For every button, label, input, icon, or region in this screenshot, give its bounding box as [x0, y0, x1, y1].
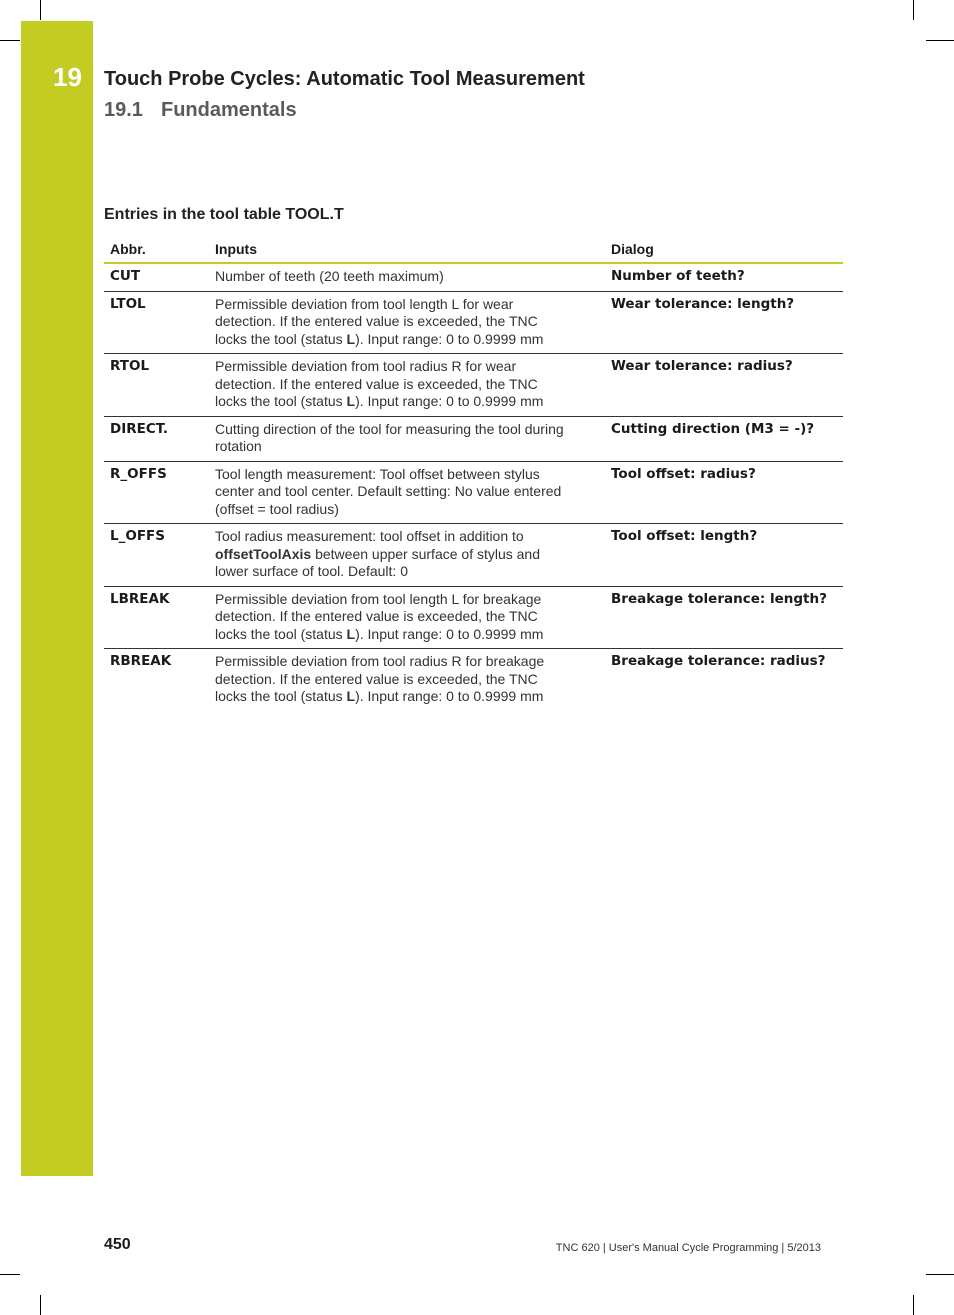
crop-mark: [913, 1295, 914, 1315]
dialog-cell: Wear tolerance: radius?: [605, 354, 843, 417]
crop-mark: [40, 0, 41, 20]
inputs-cell: Permissible deviation from tool radius R for breakage detection. If the entered value is exceeded, the TNC locks the tool (status L). Input range: 0 to 0.9999 mm: [215, 653, 545, 704]
abbr-cell: RBREAK: [110, 653, 172, 669]
section-title: Fundamentals: [161, 99, 297, 121]
dialog-cell: Number of teeth?: [605, 263, 843, 291]
table-row: [104, 649, 843, 711]
abbr-cell: LBREAK: [104, 586, 209, 649]
crop-mark: [913, 0, 914, 20]
table-row: [104, 291, 843, 354]
abbr-cell: R_OFFS: [104, 461, 209, 524]
table-header-row: [104, 240, 843, 263]
table-row: [104, 416, 843, 461]
table-row: [104, 586, 843, 649]
chapter-number: 19: [53, 62, 82, 92]
abbr-cell: CUT: [104, 263, 209, 291]
dialog-cell: Wear tolerance: length?: [605, 291, 843, 354]
page-number: 450: [104, 1236, 131, 1253]
section-number: 19.1: [104, 99, 143, 121]
inputs-cell: Tool length measurement: Tool offset between stylus center and tool center. Default setting: No value entered (offset = tool radius): [209, 461, 605, 524]
table-row: [104, 263, 843, 291]
inputs-cell: Number of teeth (20 teeth maximum): [209, 263, 605, 291]
abbr-cell: L_OFFS: [104, 524, 209, 587]
abbr-cell: LTOL: [104, 291, 209, 354]
chapter-title: Touch Probe Cycles: Automatic Tool Measurement: [104, 68, 585, 90]
column-header-abbr: Abbr.: [104, 240, 209, 263]
tool-table: [104, 240, 843, 711]
inputs-cell: Permissible deviation from tool length L for breakage detection. If the entered value is exceeded, the TNC locks the tool (status L). Input range: 0 to 0.9999 mm: [209, 586, 605, 649]
table-row: [104, 524, 843, 587]
inputs-cell: Tool radius measurement: tool offset in addition to offsetToolAxis between upper surface of stylus and lower surface of tool. Default: 0: [209, 524, 605, 587]
crop-mark: [0, 1274, 20, 1275]
inputs-cell: Permissible deviation from tool length L for wear detection. If the entered value is exceeded, the TNC locks the tool (status L). Input range: 0 to 0.9999 mm: [209, 291, 605, 354]
table-heading: Entries in the tool table TOOL.T: [104, 206, 344, 223]
inputs-cell: Permissible deviation from tool radius R for wear detection. If the entered value is exceeded, the TNC locks the tool (status L). Input range: 0 to 0.9999 mm: [209, 354, 605, 417]
dialog-cell: Breakage tolerance: length?: [605, 586, 843, 649]
dialog-cell: Tool offset: radius?: [605, 461, 843, 524]
abbr-cell: DIRECT.: [104, 416, 209, 461]
footer-reference: TNC 620 | User's Manual Cycle Programming | 5/2013: [555, 1242, 821, 1254]
table-row: [104, 354, 843, 417]
crop-mark: [926, 1274, 954, 1275]
inputs-cell: Cutting direction of the tool for measuring the tool during rotation: [209, 416, 605, 461]
column-header-inputs: Inputs: [209, 240, 605, 263]
chapter-side-bar: [21, 21, 93, 1176]
dialog-cell: Breakage tolerance: radius?: [611, 653, 826, 669]
dialog-cell: Cutting direction (M3 = -)?: [605, 416, 843, 461]
crop-mark: [40, 1295, 41, 1315]
dialog-cell: Tool offset: length?: [605, 524, 843, 587]
table-row: [104, 461, 843, 524]
crop-mark: [926, 40, 954, 41]
abbr-cell: RTOL: [104, 354, 209, 417]
column-header-dialog: Dialog: [605, 240, 843, 263]
crop-mark: [0, 40, 20, 41]
